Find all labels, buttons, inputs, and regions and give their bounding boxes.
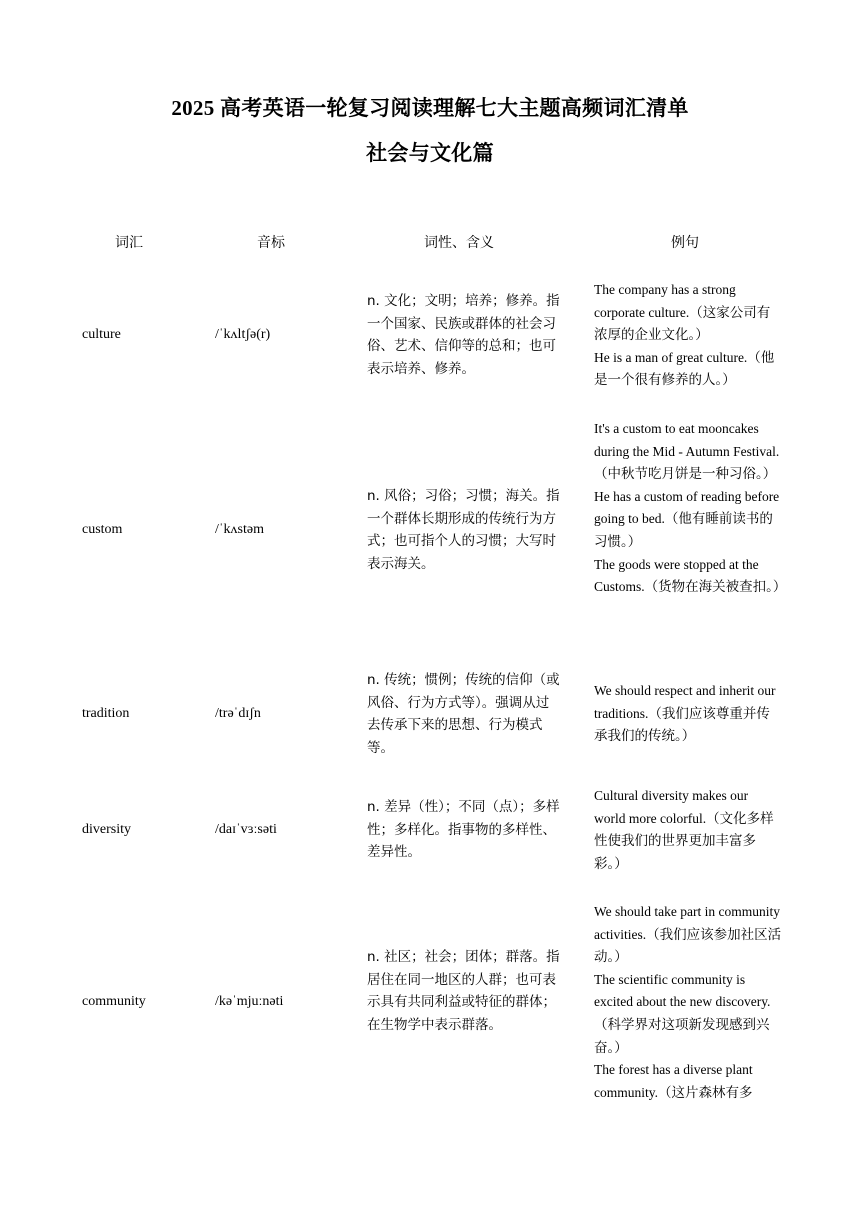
example-sentence: The goods were stopped at the Customs.（货物在海关被查扣。） — [594, 556, 787, 595]
vocab-word: tradition — [82, 706, 130, 721]
vocab-meaning: n. 风俗；习俗；习惯；海关。指一个群体长期形成的传统行为方式；也可指个人的习惯；大写时表示海关。 — [367, 488, 560, 572]
example-sentence: The company has a strong corporate culture.（这家公司有浓厚的企业文化。） — [594, 282, 771, 343]
example-sentence: The forest has a diverse plant community.（这片森林有多 — [594, 1062, 753, 1100]
vocab-word: community — [82, 994, 146, 1009]
vocab-examples — [594, 785, 782, 875]
example-sentence: We should take part in community activities.（我们应该参加社区活动。） — [594, 904, 782, 965]
vocab-phonetic: /trəˈdɪʃn — [215, 706, 261, 721]
vocab-examples — [594, 680, 782, 748]
vocab-phonetic: /ˈkʌltʃə(r) — [215, 327, 271, 342]
vocab-examples — [594, 901, 782, 1104]
example-sentence: It's a custom to eat mooncakes during the Mid - Autumn Festival.（中秋节吃月饼是一种习俗。） — [594, 421, 780, 482]
vocab-meaning: n. 文化；文明；培养；修养。指一个国家、民族或群体的社会习俗、艺术、信仰等的总和；也可表示培养、修养。 — [367, 293, 560, 377]
vocab-meaning: n. 差异（性）；不同（点）；多样性；多样化。指事物的多样性、差异性。 — [367, 799, 560, 861]
example-sentence: We should respect and inherit our traditions.（我们应该尊重并传承我们的传统。） — [594, 683, 776, 744]
vocab-phonetic: /ˈkʌstəm — [215, 522, 264, 537]
vocab-word: diversity — [82, 822, 131, 837]
example-sentence: Cultural diversity makes our world more colorful.（文化多样性使我们的世界更加丰富多彩。） — [594, 788, 774, 871]
example-sentence: He is a man of great culture.（他是一个很有修养的人。） — [594, 349, 775, 388]
example-sentence: He has a custom of reading before going to bed.（他有睡前读书的习惯。） — [594, 488, 780, 549]
document-subtitle: 社会与文化篇 — [366, 141, 494, 165]
vocab-examples — [594, 279, 782, 392]
example-sentence: The scientific community is excited about the new discovery.（科学界对这项新发现感到兴奋。） — [594, 971, 771, 1055]
header-word: 词汇 — [115, 235, 143, 251]
document-title: 2025 高考英语一轮复习阅读理解七大主题高频词汇清单 — [171, 96, 689, 120]
vocab-meaning: n. 传统；惯例；传统的信仰（或风俗、行为方式等）。强调从过去传承下来的思想、行为模式等。 — [367, 672, 560, 756]
header-meaning: 词性、含义 — [424, 235, 494, 251]
header-example: 例句 — [671, 235, 699, 251]
vocab-meaning: n. 社区；社会；团体；群落。指居住在同一地区的人群；也可表示具有共同利益或特征的群体；在生物学中表示群落。 — [367, 949, 560, 1033]
vocab-word: custom — [82, 522, 123, 537]
vocab-phonetic: /kəˈmjuːnəti — [215, 994, 284, 1009]
vocab-word: culture — [82, 327, 121, 342]
vocab-phonetic: /daɪˈvɜːsəti — [215, 822, 277, 837]
header-phonetic: 音标 — [257, 235, 285, 251]
vocab-examples — [594, 418, 787, 599]
